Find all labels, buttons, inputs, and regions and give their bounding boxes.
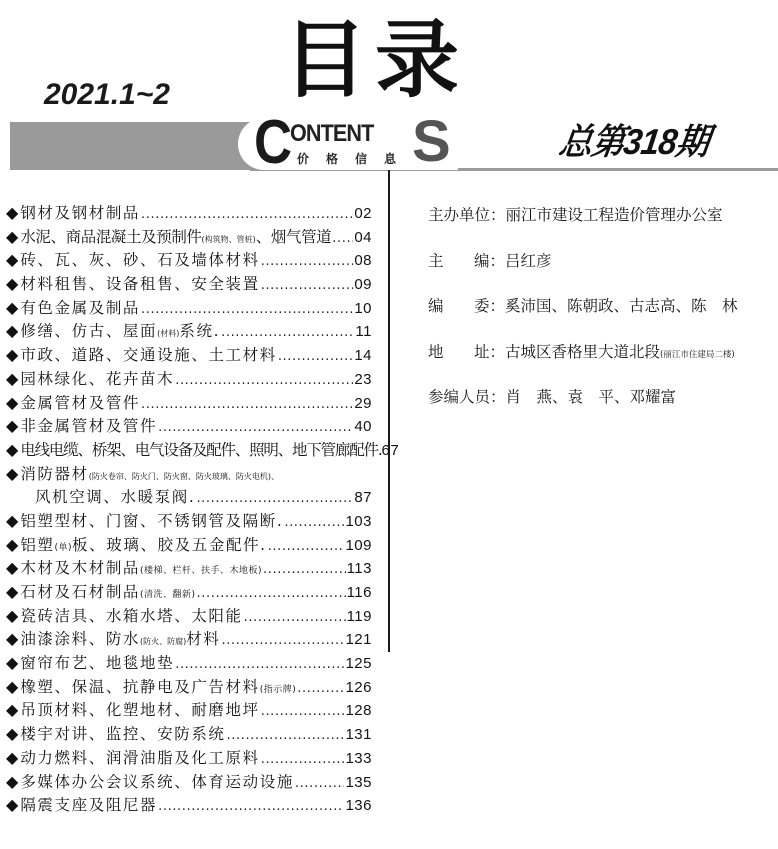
diamond-bullet-icon: ◆ [6,345,19,365]
toc-item-page: 40 [354,418,372,436]
address-label-a: 地 [428,342,444,361]
diamond-bullet-icon: ◆ [6,510,19,530]
toc-item[interactable] [6,438,400,462]
leader-dots [263,559,346,577]
masthead-info [428,203,738,431]
diamond-bullet-icon: ◆ [6,653,19,673]
diamond-bullet-icon: ◆ [6,274,19,294]
toc-item[interactable] [6,722,372,746]
toc-item[interactable] [6,675,372,699]
toc-item-title-tail: 材料 [186,630,221,649]
toc-item-title: 钢材及钢材制品 [20,204,141,222]
toc-item-title: 砖、瓦、灰、砂、石及墙体材料 [20,251,260,270]
toc-item-page: 121 [345,631,372,649]
toc-item-title: 风机空调、水暖泵阀. [35,488,196,507]
editor-label-a: 主 [428,251,444,270]
toc-item-title-tail: 板、玻璃、胶及五金配件. [72,535,267,554]
leader-dots [332,228,353,246]
leader-dots [141,394,353,412]
issue-date: 2021.1~2 [44,78,170,111]
leader-dots [261,701,345,719]
toc-item[interactable] [6,296,372,320]
toc-item-page: 126 [345,678,372,696]
diamond-bullet-icon: ◆ [6,558,19,578]
toc-item-title: 水泥、商品混凝土及预制件 [20,227,202,246]
toc-item[interactable] [6,391,372,415]
toc-item-page: 125 [345,655,372,673]
address-label-b: 址： [474,342,506,361]
toc-item-title: 市政、道路、交通设施、土工材料 [20,346,277,365]
page-title: 目录 [283,11,468,109]
diamond-bullet-icon: ◆ [6,747,19,767]
leader-dots [227,725,345,743]
leader-dots [261,251,354,269]
diamond-bullet-icon: ◆ [6,368,19,388]
toc-item-title: 金属管材及管件 [20,393,141,412]
toc-item[interactable] [6,414,372,438]
toc-item[interactable] [6,604,372,628]
toc-item-page: 116 [346,584,372,601]
toc-item-page: 67 [381,441,400,459]
diamond-bullet-icon: ◆ [6,534,19,554]
diamond-bullet-icon: ◆ [6,605,19,625]
toc-item-title: 动力燃料、润滑油脂及化工原料 [20,748,260,767]
toc-item-page: 128 [345,702,372,720]
contributors-row [428,385,738,431]
leader-dots [221,630,344,648]
toc-item-title: 电线电缆、桥架、电气设备及配件、照明、地下管廊配件. [20,440,382,459]
toc-item-page: 10 [354,299,372,317]
toc-item-page: 09 [354,276,372,294]
toc-item-title: 园林绿化、花卉苗木 [20,369,175,388]
contents-logo-subtitle: 价格信息 [297,152,414,166]
column-divider [388,170,390,652]
leader-dots [141,204,353,222]
toc-item-title: 铝塑型材、门窗、不锈钢管及隔断. [20,511,284,530]
committee-value: 奚沛国、陈朝政、古志高、陈 林 [505,297,738,315]
toc-item-title: 隔震支座及阻尼器 [20,796,158,815]
toc-item-page: 87 [354,489,372,507]
toc-item-note: (构筑物、管桩) [201,234,256,244]
leader-dots [278,346,353,364]
leader-dots [221,322,354,340]
diamond-bullet-icon: ◆ [6,297,19,317]
leader-dots [261,275,354,293]
toc-item-page: 133 [345,749,372,767]
toc-item[interactable] [6,580,372,604]
address-value: 古城区香格里大道北段 [505,342,661,361]
toc-item-title: 橡塑、保温、抗静电及广告材料 [20,677,260,696]
contents-logo-middle: ONTENT [290,120,374,147]
toc-item[interactable] [6,627,372,651]
toc-list [6,201,400,817]
leader-dots [295,773,345,791]
toc-item-title: 石材及石材制品 [20,583,141,601]
committee-label-b: 委： [474,297,506,315]
address-note: (丽江市住建局二楼) [660,349,735,360]
toc-item[interactable] [6,201,372,225]
toc-item-page: 02 [354,205,372,222]
toc-item[interactable] [6,319,372,343]
toc-item-title: 油漆涂料、防水 [20,630,141,649]
toc-item-note: (防火、防腐) [140,637,187,647]
diamond-bullet-icon: ◆ [6,795,19,815]
leader-dots [175,654,344,672]
toc-item-note: (防火卷帘、防火门、防火窗、防火玻璃、防火电机)、 [88,471,279,481]
diamond-bullet-icon: ◆ [6,724,19,744]
toc-item-title: 铝塑 [20,535,55,554]
toc-item-page: 11 [355,323,372,341]
toc-item[interactable] [6,746,372,770]
editor-label-b: 编： [474,251,506,270]
toc-item[interactable] [6,556,372,580]
toc-item-page: 08 [354,252,372,270]
diamond-bullet-icon: ◆ [6,700,19,720]
toc-item-page: 109 [345,536,372,554]
toc-item-page: 131 [345,726,372,744]
diamond-bullet-icon: ◆ [6,771,19,791]
toc-item-title: 瓷砖洁具、水箱水塔、太阳能 [20,606,243,625]
toc-item-page: 14 [354,347,372,365]
toc-item[interactable] [6,533,372,557]
contents-logo-s: S [412,109,451,174]
diamond-bullet-icon: ◆ [6,416,19,436]
leader-dots [297,678,344,696]
diamond-bullet-icon: ◆ [6,226,19,246]
toc-item-title: 窗帘布艺、地毯地垫 [20,654,175,673]
leader-dots [158,417,353,435]
toc-item-page: 04 [354,228,372,246]
issue-number: 总第318期 [556,121,712,162]
leader-dots [197,583,346,601]
toc-item-title: 多媒体办公会议系统、体育运动设施 [20,772,294,791]
toc-item-note: (清洗、翻新) [140,590,196,600]
leader-dots [196,488,353,506]
address-row [428,340,738,386]
toc-item-page: 23 [354,370,372,388]
diamond-bullet-icon: ◆ [6,321,19,341]
toc-item-title: 木材及木材制品 [20,559,141,578]
toc-item[interactable] [6,367,372,391]
toc-item-page: 113 [346,560,372,578]
diamond-bullet-icon: ◆ [6,439,19,459]
leader-dots [244,607,346,625]
leader-dots [284,512,344,530]
diamond-bullet-icon: ◆ [6,203,19,222]
toc-item-title: 修缮、仿古、屋面 [20,322,158,341]
toc-item-title-tail: 系统. [179,322,221,341]
toc-item-page: 135 [345,773,372,791]
toc-item-note: (楼梯、栏杆、扶手、木地板) [140,566,263,577]
diamond-bullet-icon: ◆ [6,463,19,483]
contents-logo-c: C [254,108,293,177]
toc-item-note: (指示牌) [259,684,297,695]
toc-item[interactable] [6,343,372,367]
toc-item-note: (材料) [157,329,180,339]
contributors-value: 肖 燕、袁 平、邓耀富 [505,388,677,406]
toc-item[interactable] [6,272,372,296]
toc-item[interactable] [6,651,372,675]
toc-item-page: 119 [346,607,372,625]
toc-item-note: (单) [54,542,73,553]
toc-item-title: 材料租售、设备租售、安全装置 [20,275,260,294]
toc-item-continuation[interactable] [6,485,372,509]
toc-item-title: 有色金属及制品 [20,298,141,317]
sponsor-label: 主办单位： [428,206,506,224]
leader-dots [158,796,344,814]
editor-value: 吕红彦 [505,251,552,270]
toc-item-title: 楼宇对讲、监控、安防系统 [20,725,226,744]
toc-item[interactable] [6,793,372,817]
toc-item-page: 103 [345,512,372,530]
diamond-bullet-icon: ◆ [6,676,19,696]
leader-dots [268,536,345,554]
diamond-bullet-icon: ◆ [6,250,19,270]
toc-item[interactable] [6,770,372,794]
toc-item[interactable] [6,509,372,533]
leader-dots [175,370,353,388]
sponsor-value: 丽江市建设工程造价管理办公室 [505,206,723,224]
toc-item-page: 136 [345,797,372,815]
sponsor-row [428,203,738,249]
toc-item-title: 非金属管材及管件 [20,417,158,436]
diamond-bullet-icon: ◆ [6,582,19,601]
committee-row [428,294,738,340]
toc-item-title: 消防器材 [20,464,89,483]
leader-dots [141,299,353,317]
toc-item-page: 29 [354,394,372,412]
toc-item-title: 吊顶材料、化塑地材、耐磨地坪 [20,701,260,720]
diamond-bullet-icon: ◆ [6,392,19,412]
toc-item[interactable] [6,248,372,272]
toc-item[interactable] [6,698,372,722]
contributors-label: 参编人员： [428,388,506,406]
diamond-bullet-icon: ◆ [6,629,19,649]
leader-dots [261,749,345,767]
editor-row [428,249,738,295]
toc-item[interactable] [6,225,372,249]
committee-label-a: 编 [428,297,444,315]
toc-item[interactable] [6,462,372,486]
header-bar [10,122,260,170]
toc-item-title-tail: 、烟气管道 [255,227,332,246]
